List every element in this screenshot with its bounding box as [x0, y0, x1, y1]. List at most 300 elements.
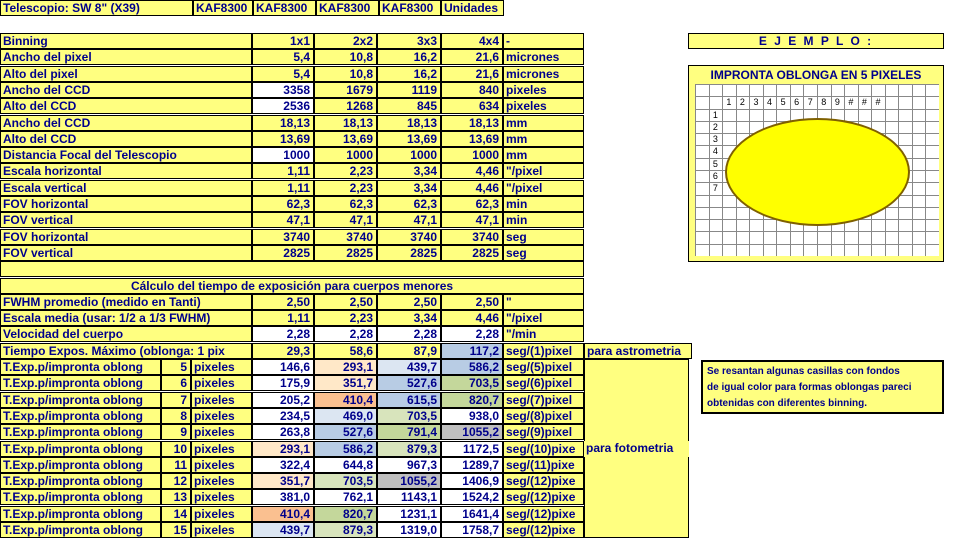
- spec-value[interactable]: 1,11: [252, 180, 314, 196]
- grid-col-label: #: [848, 97, 854, 108]
- oblong-unit-word[interactable]: pixeles: [191, 506, 252, 522]
- spec-value[interactable]: 4x4: [441, 33, 503, 49]
- grid-col-label: 9: [834, 97, 840, 108]
- spec-value[interactable]: 62,3: [314, 196, 377, 212]
- spec-unit[interactable]: -: [503, 33, 584, 49]
- spec-value[interactable]: 18,13: [252, 115, 314, 131]
- oblong-unit[interactable]: seg/(7)pixel: [503, 392, 584, 408]
- oblong-unit[interactable]: seg/(8)pixel: [503, 408, 584, 424]
- spec-value[interactable]: 1000: [252, 147, 314, 163]
- oblong-value[interactable]: 1172,5: [441, 441, 503, 457]
- oblong-value[interactable]: 175,9: [252, 375, 314, 391]
- spec-value[interactable]: 21,6: [441, 66, 503, 82]
- calc-label[interactable]: Velocidad del cuerpo: [0, 326, 252, 342]
- oblong-value[interactable]: 322,4: [252, 457, 314, 473]
- calc-value[interactable]: 4,46: [441, 310, 503, 326]
- calc-value[interactable]: 2,23: [314, 310, 377, 326]
- calc-value[interactable]: 2,28: [252, 326, 314, 342]
- grid-cell: [912, 96, 926, 108]
- oblong-value[interactable]: 879,3: [314, 522, 377, 538]
- oblong-value[interactable]: 1319,0: [377, 522, 441, 538]
- grid-cell: [817, 244, 831, 256]
- spec-label[interactable]: Escala vertical: [0, 180, 252, 196]
- grid-cell: [709, 84, 723, 96]
- spec-label[interactable]: FOV horizontal: [0, 229, 252, 245]
- spec-unit[interactable]: mm: [503, 147, 584, 163]
- calc-value[interactable]: 2,28: [441, 326, 503, 342]
- oblong-unit[interactable]: seg/(12)pixe: [503, 489, 584, 505]
- oblong-value[interactable]: 586,2: [441, 359, 503, 375]
- oblong-value[interactable]: 615,5: [377, 392, 441, 408]
- spec-unit[interactable]: "/pixel: [503, 163, 584, 179]
- calc-label[interactable]: Tiempo Expos. Máximo (oblonga: 1 pix: [0, 343, 252, 359]
- oblong-label[interactable]: T.Exp.p/impronta oblong: [0, 408, 161, 424]
- oblong-label[interactable]: T.Exp.p/impronta oblong: [0, 424, 161, 440]
- grid-row-label: 6: [712, 171, 718, 181]
- spec-unit[interactable]: "/pixel: [503, 180, 584, 196]
- header-cell-1[interactable]: KAF8300: [193, 0, 253, 16]
- spec-value[interactable]: 18,13: [441, 115, 503, 131]
- spec-unit[interactable]: micrones: [503, 66, 584, 82]
- spec-unit[interactable]: mm: [503, 115, 584, 131]
- spec-value[interactable]: 1,11: [252, 163, 314, 179]
- spec-value[interactable]: 4,46: [441, 163, 503, 179]
- example-subtitle: IMPRONTA OBLONGA EN 5 PIXELES: [710, 68, 922, 82]
- spec-value[interactable]: 16,2: [377, 49, 441, 65]
- grid-cell: [817, 84, 831, 96]
- grid-cell: [709, 219, 723, 231]
- grid-cell: [912, 133, 926, 145]
- spec-value[interactable]: 1679: [314, 82, 377, 98]
- grid-cell: [695, 244, 709, 256]
- spec-value[interactable]: 1000: [441, 147, 503, 163]
- oblong-unit[interactable]: seg/(9)pixel: [503, 424, 584, 440]
- oblong-value[interactable]: 439,7: [252, 522, 314, 538]
- grid-cell: [885, 207, 899, 219]
- oblong-value[interactable]: 1524,2: [441, 489, 503, 505]
- oblong-value[interactable]: 293,1: [314, 359, 377, 375]
- grid-cell: [912, 182, 926, 194]
- spec-value[interactable]: 2,23: [314, 163, 377, 179]
- spec-unit[interactable]: mm: [503, 131, 584, 147]
- spec-value[interactable]: 2825: [252, 245, 314, 261]
- spec-label[interactable]: Escala horizontal: [0, 163, 252, 179]
- grid-cell: [749, 84, 763, 96]
- grid-cell: [695, 182, 709, 194]
- header-cell-0[interactable]: Telescopio: SW 8" (X39): [0, 0, 193, 16]
- grid-row-label: 7: [712, 183, 718, 194]
- spec-value[interactable]: 1000: [314, 147, 377, 163]
- spec-value[interactable]: 2825: [441, 245, 503, 261]
- spec-value[interactable]: 2825: [314, 245, 377, 261]
- header-cell-3[interactable]: KAF8300: [316, 0, 379, 16]
- grid-cell: [925, 96, 939, 108]
- oblong-unit[interactable]: seg/(6)pixel: [503, 375, 584, 391]
- note-box: [701, 360, 944, 414]
- header-cell-2[interactable]: KAF8300: [253, 0, 316, 16]
- spec-value[interactable]: 2x2: [314, 33, 377, 49]
- grid-cell: [912, 195, 926, 207]
- spec-label[interactable]: Distancia Focal del Telescopio: [0, 147, 252, 163]
- grid-cell: [912, 244, 926, 256]
- spec-value[interactable]: 47,1: [252, 212, 314, 228]
- spec-value[interactable]: 47,1: [377, 212, 441, 228]
- grid-cell: [749, 244, 763, 256]
- grid-cell: [736, 121, 750, 133]
- calc-value[interactable]: 2,28: [314, 326, 377, 342]
- oblong-unit-word[interactable]: pixeles: [191, 392, 252, 408]
- grid-cell: [695, 170, 709, 182]
- grid-cell: [858, 219, 872, 231]
- spec-unit[interactable]: micrones: [503, 49, 584, 65]
- calc-value[interactable]: 87,9: [377, 343, 441, 359]
- spec-label[interactable]: FOV vertical: [0, 212, 252, 228]
- oblong-value[interactable]: 1055,2: [441, 424, 503, 440]
- grid-cell: [858, 84, 872, 96]
- oblong-label[interactable]: T.Exp.p/impronta oblong: [0, 392, 161, 408]
- grid-cell: [885, 231, 899, 243]
- grid-cell: [925, 207, 939, 219]
- grid-cell: [736, 207, 750, 219]
- grid-cell: [885, 96, 899, 108]
- grid-row-label: 2: [712, 121, 718, 132]
- spec-label[interactable]: Ancho del pixel: [0, 49, 252, 65]
- spec-value[interactable]: 3740: [377, 229, 441, 245]
- calc-value[interactable]: 2,50: [377, 294, 441, 310]
- spec-value[interactable]: 1268: [314, 98, 377, 114]
- oblong-unit-word[interactable]: pixeles: [191, 473, 252, 489]
- calc-unit[interactable]: seg/(1)pixel: [503, 343, 584, 359]
- oblong-unit-word[interactable]: pixeles: [191, 375, 252, 391]
- spec-value[interactable]: 62,3: [377, 196, 441, 212]
- spec-label[interactable]: Alto del pixel: [0, 66, 252, 82]
- calc-value[interactable]: 117,2: [441, 343, 503, 359]
- grid-cell: [925, 121, 939, 133]
- grid-cell: [695, 109, 709, 121]
- oblong-value[interactable]: 703,5: [314, 473, 377, 489]
- oblong-value[interactable]: 205,2: [252, 392, 314, 408]
- spec-value[interactable]: 47,1: [441, 212, 503, 228]
- oblong-number[interactable]: 13: [161, 489, 191, 505]
- oblong-value[interactable]: 527,6: [314, 424, 377, 440]
- grid-cell: [695, 207, 709, 219]
- spec-label[interactable]: FOV horizontal: [0, 196, 252, 212]
- spec-unit[interactable]: seg: [503, 229, 584, 245]
- spec-value[interactable]: 62,3: [441, 196, 503, 212]
- oblong-unit[interactable]: seg/(12)pixe: [503, 506, 584, 522]
- spec-label[interactable]: Binning: [0, 33, 252, 49]
- spec-value[interactable]: 62,3: [252, 196, 314, 212]
- oblong-value[interactable]: 293,1: [252, 441, 314, 457]
- note-line: Se resantan algunas casillas con fondos: [707, 366, 900, 377]
- spec-value[interactable]: 3740: [252, 229, 314, 245]
- spec-label[interactable]: Alto del CCD: [0, 98, 252, 114]
- example-title[interactable]: E J E M P L O :: [688, 33, 944, 49]
- grid-cell: [885, 84, 899, 96]
- oblong-value[interactable]: 146,6: [252, 359, 314, 375]
- spec-value[interactable]: 4,46: [441, 180, 503, 196]
- oblong-value[interactable]: 469,0: [314, 408, 377, 424]
- oblong-label[interactable]: T.Exp.p/impronta oblong: [0, 457, 161, 473]
- calc-unit[interactable]: ": [503, 294, 584, 310]
- oblong-number[interactable]: 7: [161, 392, 191, 408]
- spec-value[interactable]: 47,1: [314, 212, 377, 228]
- oblong-value[interactable]: 439,7: [377, 359, 441, 375]
- grid-cell: [871, 219, 885, 231]
- oblong-label[interactable]: T.Exp.p/impronta oblong: [0, 522, 161, 538]
- calc-value[interactable]: 58,6: [314, 343, 377, 359]
- grid-col-label: #: [861, 97, 867, 108]
- oblong-number[interactable]: 5: [161, 359, 191, 375]
- spec-value[interactable]: 10,8: [314, 66, 377, 82]
- oblong-label[interactable]: T.Exp.p/impronta oblong: [0, 473, 161, 489]
- header-cell-4[interactable]: KAF8300: [379, 0, 441, 16]
- oblong-number[interactable]: 6: [161, 375, 191, 391]
- blank-row[interactable]: [0, 261, 584, 277]
- oblong-value[interactable]: 1758,7: [441, 522, 503, 538]
- oblong-unit[interactable]: seg/(12)pixe: [503, 522, 584, 538]
- oblong-value[interactable]: 820,7: [441, 392, 503, 408]
- spec-value[interactable]: 1119: [377, 82, 441, 98]
- spec-value[interactable]: 21,6: [441, 49, 503, 65]
- grid-cell: [736, 109, 750, 121]
- grid-cell: [749, 109, 763, 121]
- calc-label[interactable]: Escala media (usar: 1/2 a 1/3 FWHM): [0, 310, 252, 326]
- grid-cell: [925, 195, 939, 207]
- spec-label[interactable]: FOV vertical: [0, 245, 252, 261]
- grid-cell: [912, 170, 926, 182]
- oblong-unit[interactable]: seg/(12)pixe: [503, 473, 584, 489]
- oblong-value[interactable]: 967,3: [377, 457, 441, 473]
- note-line: obtenidas con diferentes binning.: [707, 398, 868, 409]
- oblong-label[interactable]: T.Exp.p/impronta oblong: [0, 375, 161, 391]
- grid-cell: [885, 109, 899, 121]
- spec-unit[interactable]: min: [503, 212, 584, 228]
- oblong-value[interactable]: 1641,4: [441, 506, 503, 522]
- spec-value[interactable]: 845: [377, 98, 441, 114]
- oblong-unit-word[interactable]: pixeles: [191, 457, 252, 473]
- spec-value[interactable]: 2536: [252, 98, 314, 114]
- section-title[interactable]: Cálculo del tiempo de exposición para cuerpos menores: [0, 278, 584, 294]
- oblong-value[interactable]: 381,0: [252, 489, 314, 505]
- oblong-unit[interactable]: seg/(10)pixe: [503, 441, 584, 457]
- spec-label[interactable]: Alto del CCD: [0, 131, 252, 147]
- grid-cell: [898, 219, 912, 231]
- grid-cell: [695, 96, 709, 108]
- grid-cell: [898, 231, 912, 243]
- oblong-number[interactable]: 12: [161, 473, 191, 489]
- spec-unit[interactable]: seg: [503, 245, 584, 261]
- calc-value[interactable]: 2,50: [314, 294, 377, 310]
- grid-cell: [695, 145, 709, 157]
- spec-unit[interactable]: pixeles: [503, 98, 584, 114]
- oblong-value[interactable]: 703,5: [441, 375, 503, 391]
- oblong-value[interactable]: 1143,1: [377, 489, 441, 505]
- oblong-value[interactable]: 351,7: [252, 473, 314, 489]
- grid-cell: [695, 84, 709, 96]
- astrometria-label[interactable]: para astrometria: [584, 343, 692, 359]
- grid-col-label: #: [875, 97, 881, 108]
- oblong-value[interactable]: 791,4: [377, 424, 441, 440]
- grid-cell: [736, 219, 750, 231]
- calc-value[interactable]: 2,28: [377, 326, 441, 342]
- calc-value[interactable]: 2,50: [441, 294, 503, 310]
- grid-col-label: 5: [780, 97, 786, 108]
- calc-value[interactable]: 2,50: [252, 294, 314, 310]
- grid-cell: [709, 244, 723, 256]
- oblong-value[interactable]: 703,5: [377, 408, 441, 424]
- spec-value[interactable]: 840: [441, 82, 503, 98]
- oblong-number[interactable]: 11: [161, 457, 191, 473]
- grid-col-label: 6: [794, 97, 800, 108]
- spec-value[interactable]: 16,2: [377, 66, 441, 82]
- oblong-unit-word[interactable]: pixeles: [191, 408, 252, 424]
- grid-cell: [722, 133, 736, 145]
- spec-value[interactable]: 3,34: [377, 163, 441, 179]
- grid-cell: [844, 109, 858, 121]
- spec-value[interactable]: 3740: [314, 229, 377, 245]
- spec-label[interactable]: Ancho del CCD: [0, 115, 252, 131]
- oblong-label[interactable]: T.Exp.p/impronta oblong: [0, 506, 161, 522]
- spec-value[interactable]: 3358: [252, 82, 314, 98]
- oblong-value[interactable]: 1231,1: [377, 506, 441, 522]
- grid-cell: [722, 231, 736, 243]
- spec-value[interactable]: 2,23: [314, 180, 377, 196]
- grid-cell: [709, 195, 723, 207]
- grid-cell: [925, 219, 939, 231]
- spec-value[interactable]: 13,69: [314, 131, 377, 147]
- oblong-value[interactable]: 410,4: [314, 392, 377, 408]
- oblong-number[interactable]: 9: [161, 424, 191, 440]
- oblong-unit[interactable]: seg/(5)pixel: [503, 359, 584, 375]
- grid-cell: [925, 170, 939, 182]
- spec-value[interactable]: 634: [441, 98, 503, 114]
- grid-col-label: 2: [739, 97, 745, 108]
- grid-cell: [898, 84, 912, 96]
- grid-cell: [736, 244, 750, 256]
- oblong-value[interactable]: 586,2: [314, 441, 377, 457]
- grid-cell: [858, 244, 872, 256]
- oblong-value[interactable]: 820,7: [314, 506, 377, 522]
- oblong-unit[interactable]: seg/(11)pixe: [503, 457, 584, 473]
- grid-cell: [898, 195, 912, 207]
- spec-value[interactable]: 5,4: [252, 66, 314, 82]
- oblong-number[interactable]: 8: [161, 408, 191, 424]
- oblong-label[interactable]: T.Exp.p/impronta oblong: [0, 441, 161, 457]
- oblong-value[interactable]: 644,8: [314, 457, 377, 473]
- spec-value[interactable]: 13,69: [377, 131, 441, 147]
- grid-cell: [790, 244, 804, 256]
- grid-cell: [912, 109, 926, 121]
- oblong-label[interactable]: T.Exp.p/impronta oblong: [0, 359, 161, 375]
- calc-value[interactable]: 3,34: [377, 310, 441, 326]
- oblong-value[interactable]: 938,0: [441, 408, 503, 424]
- spec-unit[interactable]: pixeles: [503, 82, 584, 98]
- grid-cell: [790, 231, 804, 243]
- spec-value[interactable]: 1000: [377, 147, 441, 163]
- grid-cell: [912, 145, 926, 157]
- calc-unit[interactable]: "/pixel: [503, 310, 584, 326]
- grid-cell: [885, 121, 899, 133]
- oblong-value[interactable]: 879,3: [377, 441, 441, 457]
- grid-cell: [871, 109, 885, 121]
- grid-cell: [925, 182, 939, 194]
- grid-cell: [776, 84, 790, 96]
- spec-value[interactable]: 18,13: [377, 115, 441, 131]
- spec-value[interactable]: 13,69: [252, 131, 314, 147]
- oblong-unit-word[interactable]: pixeles: [191, 489, 252, 505]
- oblong-unit-word[interactable]: pixeles: [191, 522, 252, 538]
- grid-cell: [925, 158, 939, 170]
- grid-cell: [695, 195, 709, 207]
- grid-cell: [831, 244, 845, 256]
- grid-cell: [709, 231, 723, 243]
- grid-cell: [722, 109, 736, 121]
- oblong-value[interactable]: 263,8: [252, 424, 314, 440]
- fotometria-label[interactable]: para fotometria: [584, 441, 689, 457]
- oblong-value[interactable]: 410,4: [252, 506, 314, 522]
- spec-value[interactable]: 13,69: [441, 131, 503, 147]
- oblong-unit-word[interactable]: pixeles: [191, 359, 252, 375]
- spec-value[interactable]: 18,13: [314, 115, 377, 131]
- grid-cell: [803, 231, 817, 243]
- grid-cell: [722, 195, 736, 207]
- spec-value[interactable]: 10,8: [314, 49, 377, 65]
- grid-cell: [858, 109, 872, 121]
- oblong-value[interactable]: 1055,2: [377, 473, 441, 489]
- oblong-value[interactable]: 234,5: [252, 408, 314, 424]
- grid-cell: [776, 244, 790, 256]
- oblong-label[interactable]: T.Exp.p/impronta oblong: [0, 489, 161, 505]
- spec-value[interactable]: 3740: [441, 229, 503, 245]
- spec-value[interactable]: 2825: [377, 245, 441, 261]
- calc-unit[interactable]: "/min: [503, 326, 584, 342]
- oblong-unit-word[interactable]: pixeles: [191, 441, 252, 457]
- oblong-value[interactable]: 351,7: [314, 375, 377, 391]
- spec-value[interactable]: 3x3: [377, 33, 441, 49]
- header-cell-5[interactable]: Unidades: [441, 0, 504, 16]
- grid-cell: [885, 219, 899, 231]
- oblong-value[interactable]: 1289,7: [441, 457, 503, 473]
- spec-value[interactable]: 3,34: [377, 180, 441, 196]
- grid-cell: [722, 121, 736, 133]
- oblong-value[interactable]: 762,1: [314, 489, 377, 505]
- spec-label[interactable]: Ancho del CCD: [0, 82, 252, 98]
- spec-value[interactable]: 1x1: [252, 33, 314, 49]
- oblong-value[interactable]: 1406,9: [441, 473, 503, 489]
- grid-cell: [844, 231, 858, 243]
- spec-unit[interactable]: min: [503, 196, 584, 212]
- grid-cell: [695, 121, 709, 133]
- calc-value[interactable]: 29,3: [252, 343, 314, 359]
- oblong-unit-word[interactable]: pixeles: [191, 424, 252, 440]
- grid-cell: [898, 207, 912, 219]
- grid-cell: [898, 133, 912, 145]
- oblong-number[interactable]: 15: [161, 522, 191, 538]
- oblong-number[interactable]: 10: [161, 441, 191, 457]
- oblong-number[interactable]: 14: [161, 506, 191, 522]
- grid-cell: [925, 133, 939, 145]
- oblong-value[interactable]: 527,6: [377, 375, 441, 391]
- calc-label[interactable]: FWHM promedio (medido en Tanti): [0, 294, 252, 310]
- grid-cell: [803, 244, 817, 256]
- calc-value[interactable]: 1,11: [252, 310, 314, 326]
- grid-cell: [871, 84, 885, 96]
- spec-value[interactable]: 5,4: [252, 49, 314, 65]
- grid-cell: [925, 244, 939, 256]
- grid-col-label: 1: [726, 97, 732, 108]
- pixel-grid: [695, 84, 939, 256]
